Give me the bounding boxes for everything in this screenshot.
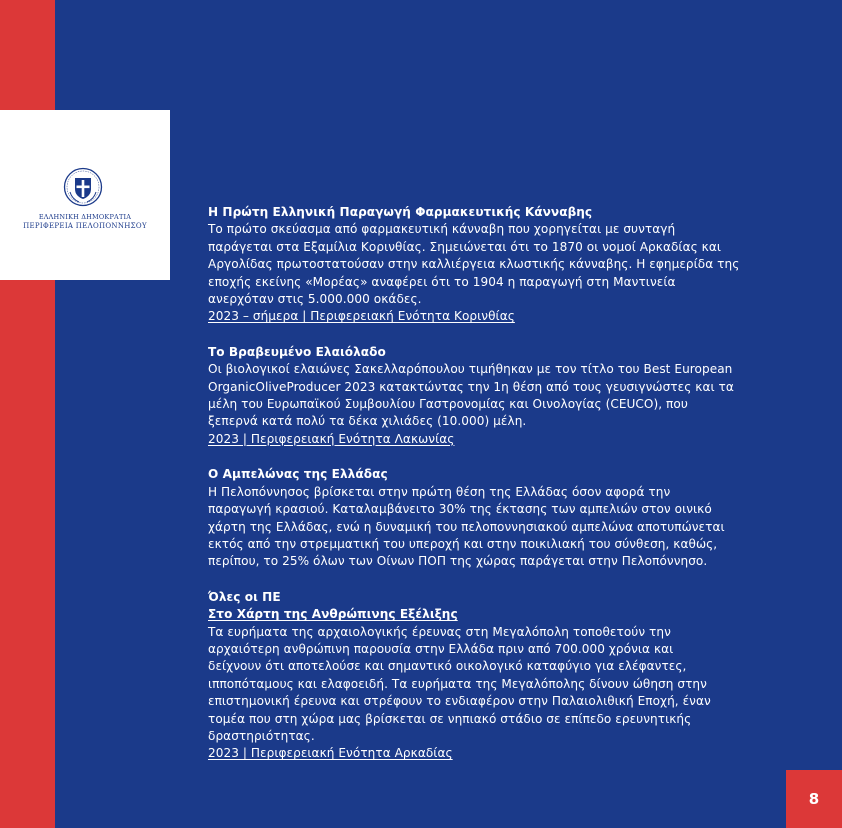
body-line: ιπποπόταμους και ελαφοειδή. Τα ευρήματα της Μεγαλόπολης δίνουν ώθηση στην <box>208 676 707 691</box>
section-title: Ο Αμπελώνας της Ελλάδας <box>208 467 388 482</box>
region-logo <box>0 110 170 280</box>
body-line: χάρτη της Ελλάδας, ενώ η δυναμική του πελοποννησιακού αμπελώνα αποτυπώνεται <box>208 519 725 534</box>
body-line: Τα ευρήματα της αρχαιολογικής έρευνας στη Μεγαλόπολη τοποθετούν την <box>208 624 671 639</box>
body-line: ανερχόταν στις 5.000.000 οκάδες. <box>208 292 422 307</box>
logo-country-text: ΕΛΛΗΝΙΚΗ ΔΗΜΟΚΡΑΤΙΑ <box>38 213 132 221</box>
body-line: παραγωγή κρασιού. Καταλαμβάνειτο 30% της έκτασης των αμπελιών στον οινικό <box>208 502 712 517</box>
source-line: 2023 | Περιφερειακή Ενότητα Αρκαδίας <box>208 746 453 761</box>
section-vineyard <box>208 466 808 570</box>
body-line: Οι βιολογικοί ελαιώνες Σακελλαρόπουλου τιμήθηκαν με τον τίτλο του Best European <box>208 362 733 377</box>
body-line: αρχαιότερη ανθρώπινη παρουσία στην Ελλάδα πριν από 700.000 χρόνια και <box>208 641 674 656</box>
section-subtitle: Στο Χάρτη της Ανθρώπινης Εξέλιξης <box>208 607 458 622</box>
body-line: εποχής εκείνης «Μορέας» αναφέρει ότι το 1904 η παραγωγή στη Μαντινεία <box>208 274 676 289</box>
body-line: δραστηριότητας. <box>208 728 315 743</box>
body-line: Η Πελοπόννησος βρίσκεται στην πρώτη θέση της Ελλάδας όσον αφορά την <box>208 484 671 499</box>
body-line: μέλη του Ευρωπαϊκού Συμβουλίου Γαστρονομίας και Οινολογίας (CEUCO), που <box>208 397 688 412</box>
section-cannabis <box>208 204 808 326</box>
section-human-evolution <box>208 589 808 763</box>
section-title: Όλες οι ΠΕ <box>208 589 281 604</box>
body-line: OrganicOliveProducer 2023 κατακτώντας την 1η θέση από τους γευσιγνώστες και τα <box>208 379 734 394</box>
body-line: ξεπερνά κατά πολύ τα δέκα χιλιάδες (10.000) μέλη. <box>208 414 527 429</box>
section-title: Η Πρώτη Ελληνική Παραγωγή Φαρμακευτικής Κάνναβης <box>208 205 593 219</box>
source-line: 2023 – σήμερα | Περιφερειακή Ενότητα Κορινθίας <box>208 309 515 324</box>
body-line: επιστημονική έρευνα και στρέφουν το ενδιαφέρον στην Παλαιολιθική Εποχή, έναν <box>208 694 711 709</box>
greek-coat-of-arms-icon <box>63 167 103 207</box>
body-line: εκτός από την στρεμματική του υπεροχή και στην ποικιλιακή του σύνθεση, καθώς, <box>208 536 718 551</box>
section-title: Το Βραβευμένο Ελαιόλαδο <box>208 344 386 359</box>
body-line: δείχνουν ότι αποτελούσε και σημαντικό οικολογικό καταφύγιο για ελέφαντες, <box>208 659 687 674</box>
body-line: τομέα που στη χώρα μας βρίσκεται σε νηπιακό στάδιο σε επίπεδο ερευνητικής <box>208 711 692 726</box>
body-line: παράγεται στα Εξαμίλια Κορινθίας. Σημειώνεται ότι το 1870 οι νομοί Αρκαδίας και <box>208 239 721 254</box>
logo-region-text: ΠΕΡΙΦΕΡΕΙΑ ΠΕΛΟΠΟΝΝΗΣΟΥ <box>23 222 147 230</box>
source-line: 2023 | Περιφερειακή Ενότητα Λακωνίας <box>208 431 455 446</box>
body-line: περίπου, το 25% όλων των Οίνων ΠΟΠ της χώρας παράγεται στην Πελοπόννησο. <box>208 554 708 569</box>
section-olive-oil <box>208 344 808 448</box>
body-line: Αργολίδας πρωτοστατούσαν στην καλλιέργεια κλωστικής κάνναβης. Η εφημερίδα της <box>208 257 740 272</box>
page-number: 8 <box>786 770 842 828</box>
body-line: Το πρώτο σκεύασμα από φαρμακευτική κάνναβη που χορηγείται με συνταγή <box>208 222 676 237</box>
article-list <box>208 204 808 781</box>
